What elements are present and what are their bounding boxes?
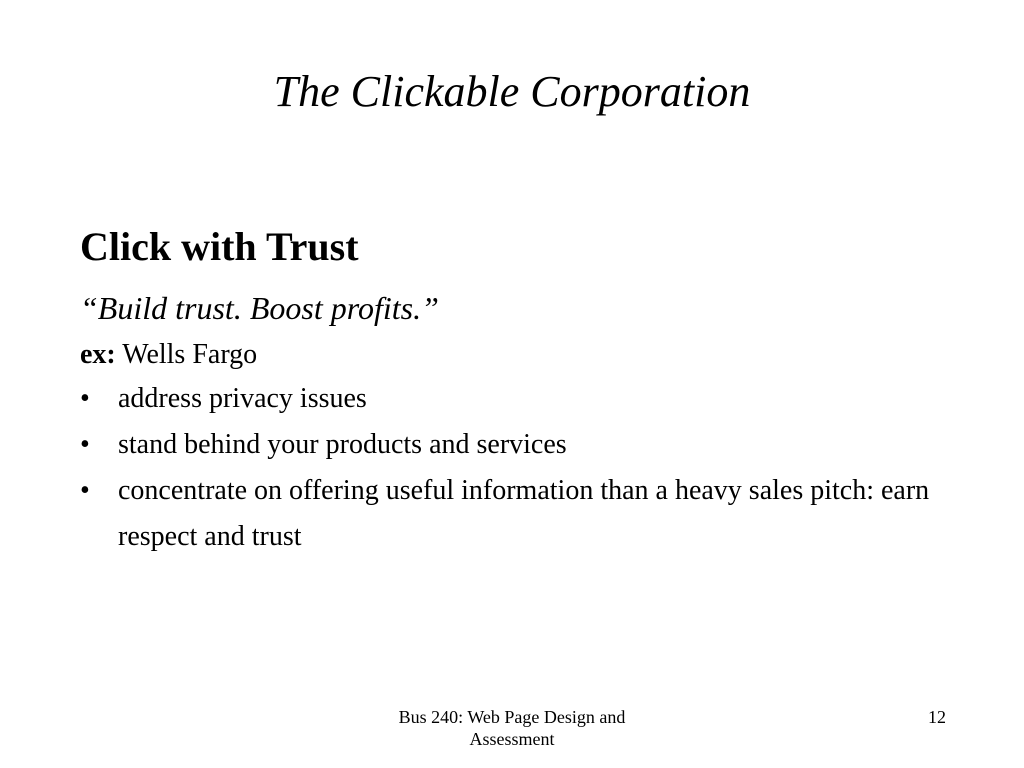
bullet-item (80, 468, 940, 560)
footer-line-1: Bus 240: Web Page Design and (398, 707, 626, 727)
tagline-quote: “Build trust. Boost profits.” (80, 290, 439, 326)
bullet-text: stand behind your products and services (118, 429, 567, 460)
section-heading: Click with Trust (80, 224, 359, 269)
bullet-item (80, 376, 940, 422)
bullet-text: concentrate on offering useful information than a heavy sales pitch: earn respect and trust (118, 475, 930, 552)
example-label: ex: (80, 339, 116, 370)
bullet-dot: • (80, 383, 90, 414)
bullet-dot: • (80, 429, 90, 460)
slide-footer (362, 706, 662, 750)
bullet-item (80, 422, 940, 468)
slide-body (80, 222, 940, 560)
example-value: Wells Fargo (115, 339, 258, 370)
bullet-dot: • (80, 475, 90, 506)
footer-line-2: Assessment (469, 729, 555, 749)
slide-title: The Clickable Corporation (273, 67, 751, 116)
bullet-text: address privacy issues (118, 383, 367, 414)
page-number: 12 (928, 707, 946, 727)
example-line (80, 338, 940, 372)
bullet-list (80, 376, 940, 560)
